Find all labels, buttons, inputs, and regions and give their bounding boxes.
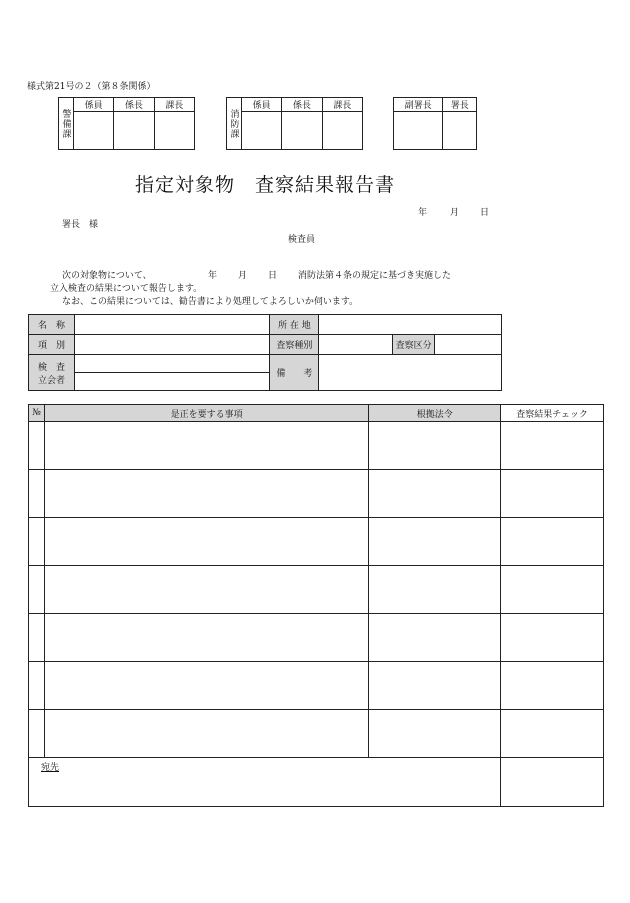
result-check-cell[interactable] xyxy=(501,662,604,710)
stamp-cell[interactable] xyxy=(154,112,194,150)
items-cell[interactable] xyxy=(44,614,368,662)
body-line1-tail: 消防法第４条の規定に基づき実施した xyxy=(298,271,452,281)
inspection-label-text: 検 査 xyxy=(37,362,65,373)
result-check-cell[interactable] xyxy=(501,422,604,470)
stamp-header: 係員 xyxy=(74,98,114,112)
table-row xyxy=(29,662,604,710)
stamp-header: 署長 xyxy=(443,98,477,112)
stamp-header: 係員 xyxy=(242,98,282,112)
body-line3: なお、この結果については、勧告書により処理してよろしいか伺います。 xyxy=(62,297,359,307)
body-year: 年 xyxy=(208,271,218,281)
body-line1: 次の対象物について、 xyxy=(62,271,152,281)
inspector-label: 検査員 xyxy=(288,235,316,245)
stamp-cell[interactable] xyxy=(282,112,322,150)
table-row xyxy=(29,710,604,758)
legal-basis-cell[interactable] xyxy=(369,566,501,614)
stamp-cell[interactable] xyxy=(242,112,282,150)
name-field[interactable] xyxy=(74,315,270,335)
attendee-label-text: 立会者 xyxy=(37,375,65,386)
date-month: 月 xyxy=(450,208,460,218)
no-cell[interactable] xyxy=(29,566,45,614)
destination-cell[interactable] xyxy=(29,758,501,807)
stamp-header: 課長 xyxy=(322,98,362,112)
legal-basis-cell[interactable] xyxy=(369,518,501,566)
stamp-box-fire xyxy=(226,97,363,150)
stamp-cell[interactable] xyxy=(394,112,443,150)
result-check-cell[interactable] xyxy=(501,470,604,518)
result-check-cell[interactable] xyxy=(501,614,604,662)
table-row xyxy=(29,470,604,518)
body-line2: 立入検査の結果について報告します。 xyxy=(50,284,203,294)
category-field[interactable] xyxy=(74,335,270,355)
inspection-class-label: 査察区分 xyxy=(393,335,435,355)
no-cell[interactable] xyxy=(29,470,45,518)
items-cell[interactable] xyxy=(44,662,368,710)
remarks-label: 備 考 xyxy=(270,355,319,391)
no-cell[interactable] xyxy=(29,662,45,710)
stamp-side-label: 消防課 xyxy=(227,98,242,150)
location-field[interactable] xyxy=(319,315,502,335)
no-cell[interactable] xyxy=(29,614,45,662)
no-cell[interactable] xyxy=(29,518,45,566)
remarks-field[interactable] xyxy=(319,355,502,391)
result-check-cell[interactable] xyxy=(501,710,604,758)
stamp-cell[interactable] xyxy=(443,112,477,150)
no-cell[interactable] xyxy=(29,422,45,470)
result-check-cell[interactable] xyxy=(501,566,604,614)
stamp-box-chief xyxy=(393,97,477,150)
table-row xyxy=(29,422,604,470)
stamp-box-security xyxy=(58,97,195,150)
destination-check-cell[interactable] xyxy=(501,758,604,807)
inspection-type-field[interactable] xyxy=(319,335,393,355)
date-year: 年 xyxy=(418,208,428,218)
stamp-header: 副署長 xyxy=(394,98,443,112)
table-row xyxy=(29,518,604,566)
info-table xyxy=(28,314,502,391)
col-header-result-check: 査察結果チェック xyxy=(501,405,604,422)
date-day: 日 xyxy=(480,208,490,218)
location-label: 所 在 地 xyxy=(270,315,319,335)
destination-label: 宛先 xyxy=(41,763,60,773)
legal-basis-cell[interactable] xyxy=(369,662,501,710)
category-label: 項 別 xyxy=(29,335,75,355)
table-row xyxy=(29,614,604,662)
page-title: 指定対象物 査察結果報告書 xyxy=(134,174,395,196)
legal-basis-cell[interactable] xyxy=(369,614,501,662)
name-label: 名 称 xyxy=(29,315,75,335)
stamp-cell[interactable] xyxy=(114,112,154,150)
col-header-no: № xyxy=(29,405,45,422)
inspection-class-field[interactable] xyxy=(435,335,502,355)
items-cell[interactable] xyxy=(44,710,368,758)
body-day: 日 xyxy=(268,271,278,281)
stamp-header: 課長 xyxy=(154,98,194,112)
no-cell[interactable] xyxy=(29,710,45,758)
addressee: 署長 様 xyxy=(62,220,99,230)
col-header-legal-basis: 根拠法令 xyxy=(369,405,501,422)
inspector-field[interactable] xyxy=(74,355,270,373)
attendee-field[interactable] xyxy=(74,373,270,391)
legal-basis-cell[interactable] xyxy=(369,470,501,518)
form-label: 様式第21号の２（第８条関係） xyxy=(27,82,156,92)
stamp-header: 係長 xyxy=(282,98,322,112)
stamp-header: 係長 xyxy=(114,98,154,112)
items-cell[interactable] xyxy=(44,566,368,614)
main-table xyxy=(28,404,604,807)
result-check-cell[interactable] xyxy=(501,518,604,566)
legal-basis-cell[interactable] xyxy=(369,710,501,758)
inspection-type-label: 査察種別 xyxy=(270,335,319,355)
legal-basis-cell[interactable] xyxy=(369,422,501,470)
items-cell[interactable] xyxy=(44,518,368,566)
stamp-cell[interactable] xyxy=(74,112,114,150)
items-cell[interactable] xyxy=(44,470,368,518)
stamp-side-label: 警備課 xyxy=(59,98,74,150)
stamp-cell[interactable] xyxy=(322,112,362,150)
attendee-label xyxy=(29,355,75,391)
items-cell[interactable] xyxy=(44,422,368,470)
body-month: 月 xyxy=(238,271,248,281)
table-row xyxy=(29,566,604,614)
col-header-items: 是正を要する事項 xyxy=(44,405,368,422)
